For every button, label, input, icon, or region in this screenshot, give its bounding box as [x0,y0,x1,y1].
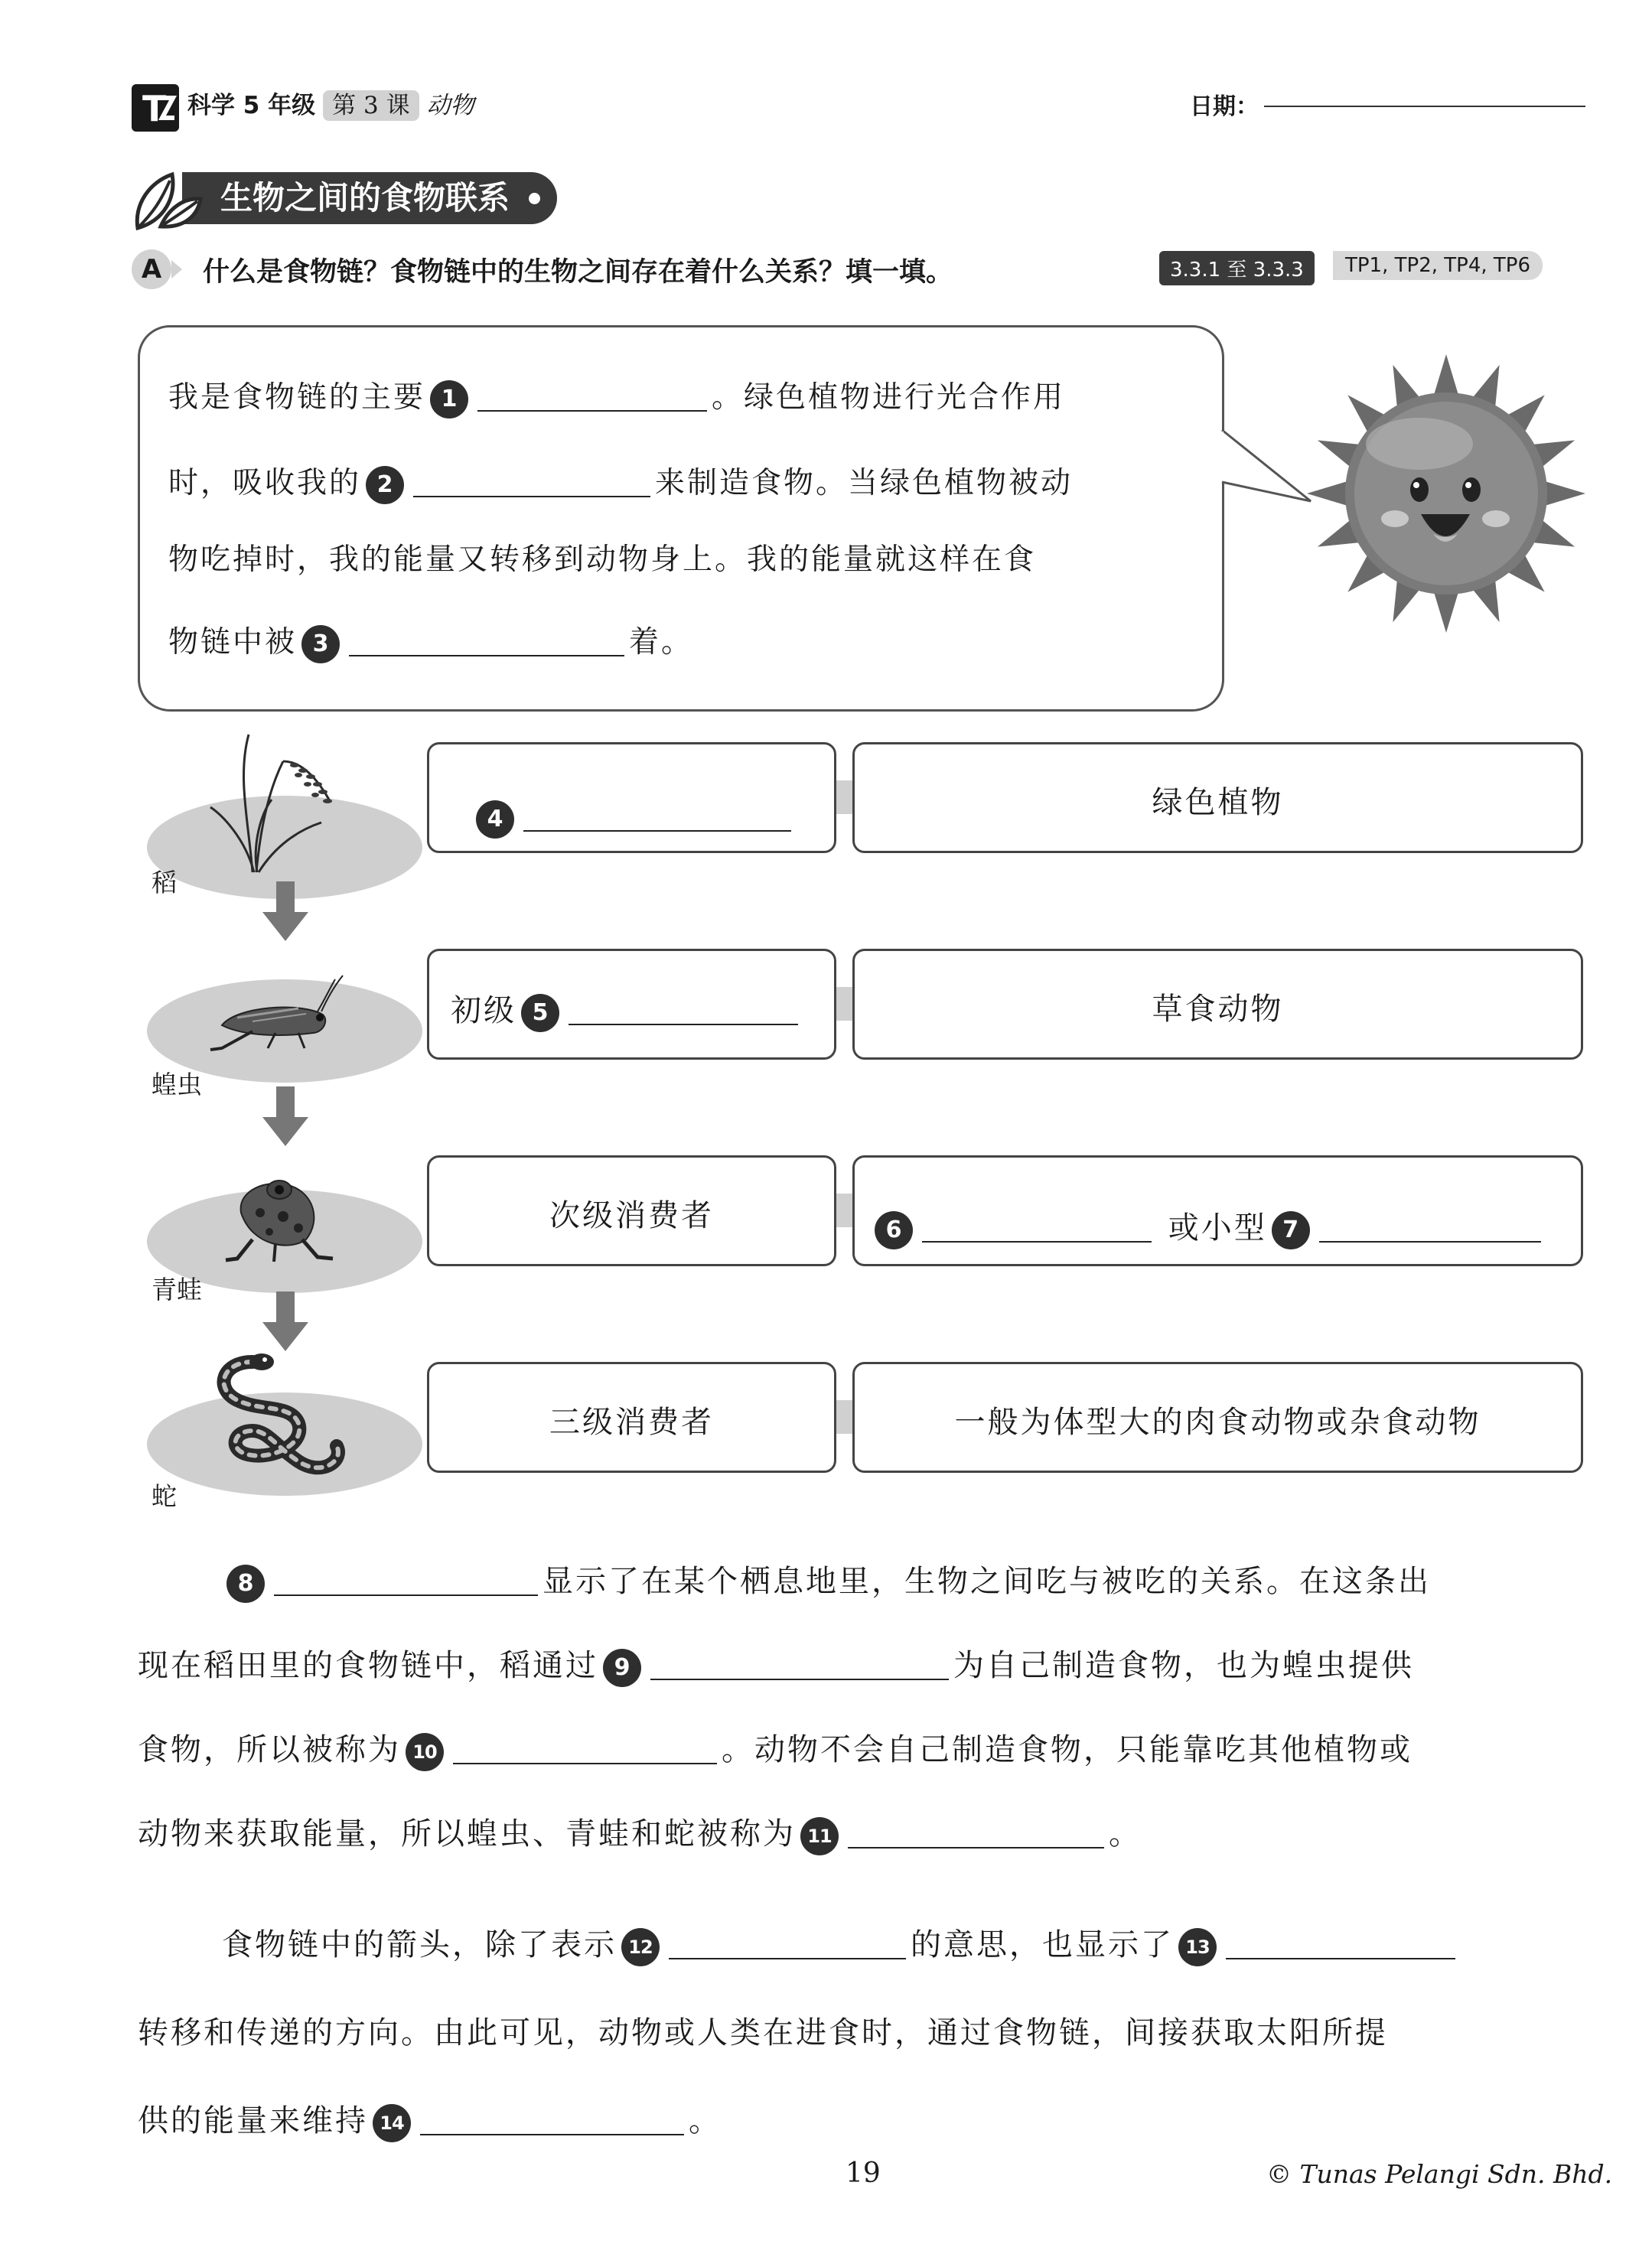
paragraph-1-line-2 [138,1641,1414,1687]
arrow-down-icon [262,1086,308,1148]
chain-desc-text: 草食动物 [1152,992,1284,1027]
rice-plant-icon [207,731,344,876]
bubble-line-4 [168,618,693,663]
chain-role-box-3 [427,1155,836,1266]
chain-role-text: 三级消费者 [549,1405,714,1440]
blank-number-2: 2 [366,466,404,504]
blank-number-9: 9 [603,1649,641,1687]
bubble-line-3 [168,536,1036,578]
chain-role-prefix: 初级 [451,993,516,1028]
sun-ray [1433,591,1458,633]
answer-blank-6[interactable] [922,1218,1152,1243]
answer-blank-5[interactable] [569,1001,798,1025]
answer-blank-2[interactable] [413,473,650,497]
arrow-down-icon [262,1292,308,1353]
chain-desc-box-4 [852,1362,1583,1473]
blank-number-6: 6 [875,1211,913,1249]
bubble-text: 着。 [629,625,694,660]
answer-blank-4[interactable] [523,807,791,832]
tp-level-badge: TP1, TP2, TP4, TP6 [1333,251,1543,280]
sun-ray [1307,480,1349,506]
blank-number-4: 4 [476,800,514,839]
paragraph-text: 。 [689,2103,722,2138]
date-label: 日期： [1190,93,1259,120]
paragraph-1-line-4 [138,1809,1142,1855]
frog-icon [222,1167,337,1266]
blank-number-1: 1 [430,380,468,419]
bubble-text: 物链中被 [168,625,298,660]
paragraph-text: 食物链中的箭头，除了表示 [222,1927,617,1963]
syllabus-code-badge: 3.3.1 至 3.3.3 [1159,251,1315,285]
blank-number-3: 3 [301,625,340,663]
blank-number-13: 13 [1178,1928,1217,1966]
blank-number-8: 8 [226,1565,265,1603]
copyright-text: © Tunas Pelangi Sdn. Bhd. [1266,2159,1613,2189]
speech-bubble-tail-icon [1220,428,1312,513]
paragraph-2-line-1 [222,1920,1460,1966]
bubble-text: 。绿色植物进行光合作用 [712,380,1066,415]
blank-number-7: 7 [1272,1211,1310,1249]
paragraph-1-line-1 [222,1557,1431,1603]
paragraph-1-line-3 [138,1725,1413,1771]
subject-label: 科学 5 年级 [187,92,316,119]
paragraph-text: 显示了在某个栖息地里，生物之间吃与被吃的关系。在这条出 [543,1564,1431,1599]
answer-blank-1[interactable] [477,387,707,412]
paragraph-text: 动物来获取能量，所以蝗虫、青蛙和蛇被称为 [138,1816,796,1852]
badge-arrow-icon [171,260,182,278]
snake-icon [207,1347,360,1492]
header-info [187,86,474,120]
chain-desc-box-2 [852,949,1583,1060]
paragraph-text: 食物，所以被称为 [138,1732,401,1767]
paragraph-2-line-3 [138,2096,722,2142]
answer-blank-11[interactable] [848,1824,1104,1848]
chain-desc-box-1 [852,742,1583,853]
organism-label: 青蛙 [152,1275,202,1305]
blank-number-11: 11 [800,1817,839,1855]
topic-label: 动物 [426,92,474,119]
paragraph-2-line-2 [138,2008,1388,2052]
arrow-down-icon [262,881,308,943]
answer-blank-12[interactable] [669,1935,906,1959]
svg-text:T: T [142,88,167,129]
chain-role-box-1 [427,742,836,853]
paragraph-text: 供的能量来维持 [138,2103,368,2138]
paragraph-text: 现在稻田里的食物链中，稻通过 [138,1648,598,1683]
bubble-text: 时，吸收我的 [168,466,362,500]
answer-blank-3[interactable] [349,632,624,656]
chain-role-box-4 [427,1362,836,1473]
chain-desc-text: 绿色植物 [1152,785,1284,820]
sun-ray [1543,480,1585,506]
paragraph-text: 转移和传递的方向。由此可见，动物或人类在进食时，通过食物链，间接获取太阳所提 [138,2015,1388,2050]
date-input-line[interactable] [1264,106,1585,107]
answer-blank-14[interactable] [420,2111,684,2135]
chain-desc-text: 一般为体型大的肉食动物或杂食动物 [954,1405,1481,1440]
chain-role-box-2 [427,949,836,1060]
answer-blank-13[interactable] [1226,1935,1455,1959]
bubble-text: 来制造食物。当绿色植物被动 [655,466,1074,500]
answer-blank-9[interactable] [650,1656,949,1680]
chain-desc-text: 或小型 [1168,1210,1267,1246]
leaf-icon [130,167,203,236]
page-number: 19 [846,2158,881,2189]
blank-number-10: 10 [406,1733,444,1771]
paragraph-text: 。动物不会自己制造食物，只能靠吃其他植物或 [722,1732,1413,1767]
organism-label: 稻 [152,868,177,897]
section-title [182,172,557,224]
blank-number-5: 5 [521,994,559,1032]
instruction-text: 什么是食物链？食物链中的生物之间存在着什么关系？填一填。 [203,257,953,288]
organism-label: 蝗虫 [152,1070,202,1099]
blank-number-12: 12 [621,1928,660,1966]
chain-role-text: 次级消费者 [549,1198,714,1233]
section-badge: A [132,249,171,289]
paragraph-text: 的意思，也显示了 [911,1927,1174,1963]
bubble-text: 我是食物链的主要 [168,380,426,415]
organism-label: 蛇 [152,1481,177,1511]
paragraph-text: 为自己制造食物，也为蝗虫提供 [953,1648,1414,1683]
grasshopper-icon [207,972,352,1056]
answer-blank-7[interactable] [1319,1218,1541,1243]
bubble-line-1 [168,373,1065,419]
section-title-text: 生物之间的食物联系 [220,179,510,217]
answer-blank-8[interactable] [274,1572,538,1596]
sun-icon [1305,352,1588,635]
bubble-line-2 [168,459,1073,504]
publisher-logo-icon [132,84,179,132]
lesson-label: 第 3 课 [323,90,419,121]
sun-ray [1433,354,1458,396]
bubble-text: 物吃掉时，我的能量又转移到动物身上。我的能量就这样在食 [168,542,1037,577]
title-dot-icon [529,193,540,204]
chain-desc-box-3 [852,1155,1583,1266]
paragraph-text: 。 [1109,1816,1142,1852]
blank-number-14: 14 [373,2104,411,2142]
answer-blank-10[interactable] [453,1740,717,1764]
